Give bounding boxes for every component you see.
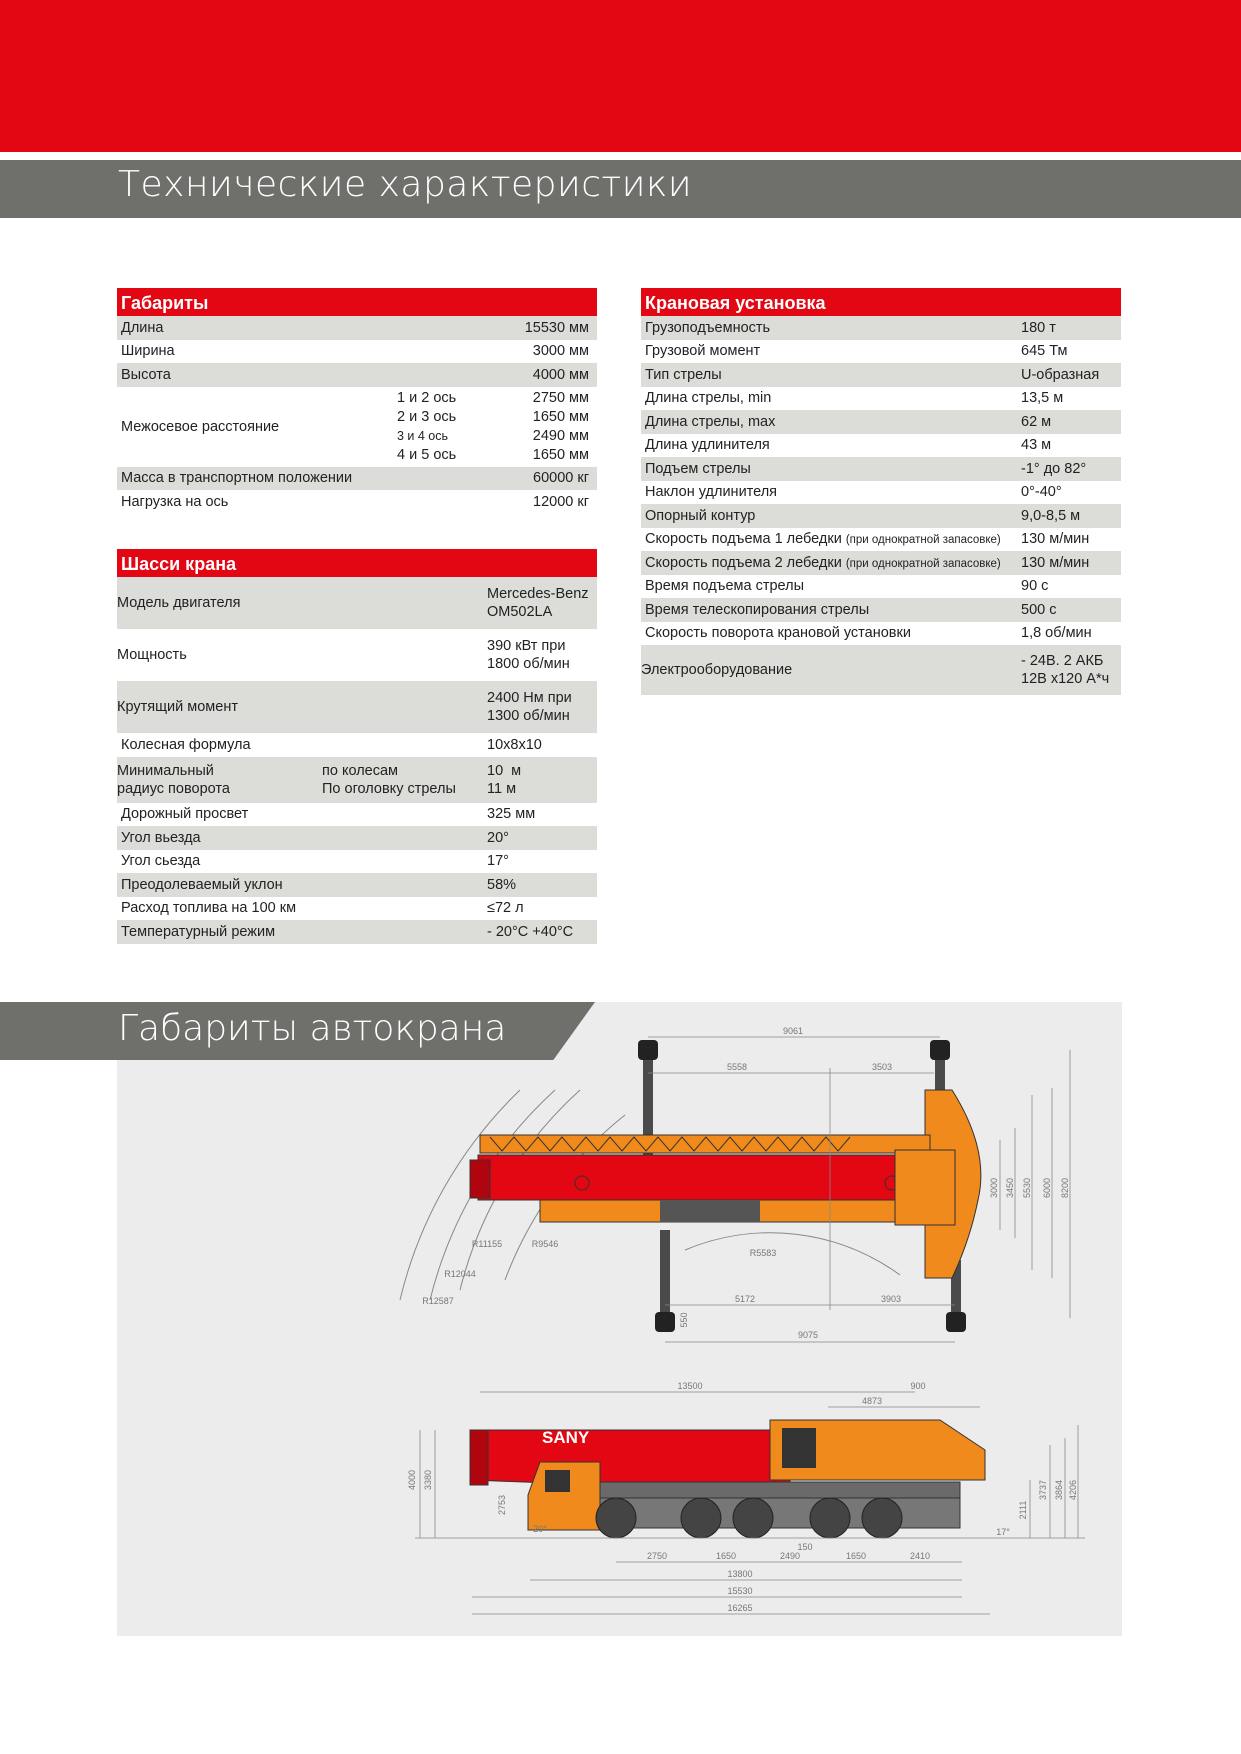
- row-label-text: Наклон удлинителя: [645, 484, 778, 501]
- row-value: 58%: [487, 876, 517, 893]
- carrier-cab-window: [545, 1470, 570, 1492]
- value-line: 2400 Нм при: [487, 690, 572, 706]
- dim-label: 6000: [1042, 1177, 1052, 1199]
- dim-label: 3903: [880, 1294, 902, 1304]
- dim-label: 13800: [727, 1569, 753, 1579]
- row-label: Температурный режим: [121, 923, 276, 940]
- row-label: Масса в транспортном положении: [121, 470, 353, 487]
- outrigger-pad: [655, 1312, 675, 1332]
- row-value: - 20°C +40°C: [487, 923, 574, 940]
- wheel: [681, 1498, 721, 1538]
- row-value: 500 с: [1021, 601, 1057, 618]
- outrigger-pad: [946, 1312, 966, 1332]
- row-value: 43 м: [1021, 437, 1052, 454]
- row-label-text: Подъем стрелы: [645, 460, 751, 477]
- row-value: 13,5 м: [1021, 390, 1064, 407]
- dim-label: 150: [797, 1542, 813, 1552]
- row-label-text: Время подъема стрелы: [645, 578, 804, 595]
- row-value: 15530 мм: [524, 319, 589, 336]
- dim-label: 5530: [1022, 1177, 1032, 1199]
- label-line: Минимальный: [117, 762, 214, 779]
- row-value: 130 м/мин: [1021, 554, 1090, 571]
- row-value: 180 т: [1021, 319, 1056, 336]
- row-label: Нагрузка на ось: [121, 493, 229, 510]
- outrigger: [660, 1230, 670, 1325]
- dim-label: R9546: [531, 1239, 559, 1249]
- row-label-text: Скорость подъема 1 лебедки: [645, 531, 842, 548]
- boom: [478, 1155, 898, 1200]
- dim-label: 2490: [779, 1551, 801, 1561]
- row-label-text: Грузовой момент: [645, 343, 761, 360]
- value-line: OM502LA: [487, 604, 553, 620]
- dim-label: 550: [679, 1312, 689, 1328]
- top-view: [400, 1026, 1070, 1342]
- row-label-text: Длина стрелы, max: [645, 413, 776, 430]
- row-value: 325 мм: [487, 806, 536, 823]
- dim-label: 1650: [715, 1551, 737, 1561]
- row-label: Электрооборудование: [641, 662, 793, 678]
- angle-label: 17°: [996, 1527, 1010, 1537]
- value-line: 11 м: [487, 780, 517, 797]
- dim-label: 2111: [1018, 1500, 1028, 1520]
- chassis: [545, 1482, 960, 1498]
- dimensions-table-title: Габариты: [117, 288, 597, 316]
- dim-label: 2750: [646, 1551, 668, 1561]
- axle-name: 4 и 5 ось: [397, 446, 457, 463]
- row-label: Угол вьезда: [121, 829, 201, 846]
- dim-label: 3450: [1005, 1177, 1015, 1199]
- row-value: 62 м: [1021, 413, 1052, 430]
- row-value: 17°: [487, 853, 509, 870]
- row-note: (при однократной запасовке): [845, 557, 1001, 570]
- dim-label: 5558: [726, 1062, 748, 1072]
- dim-label: 2753: [497, 1494, 507, 1516]
- row-label-text: Скорость поворота крановой установки: [645, 625, 911, 642]
- value-line: 10 м: [487, 762, 522, 779]
- boom-side: [472, 1430, 790, 1485]
- section2-title: Габариты автокрана: [118, 1008, 507, 1049]
- value-line: 1300 об/мин: [487, 708, 570, 724]
- axle-value: 1650 мм: [532, 446, 589, 463]
- value-line: 12В х120 А*ч: [1021, 671, 1110, 687]
- dim-label: R5583: [749, 1248, 777, 1258]
- outrigger-pad: [930, 1040, 950, 1060]
- row-label: Ширина: [121, 343, 175, 360]
- axle-value: 2750 мм: [532, 389, 589, 406]
- dim-label: 8200: [1060, 1177, 1070, 1199]
- row-label-text: Опорный контур: [645, 507, 756, 524]
- boom-head-side: [470, 1430, 488, 1485]
- row-label: Мощность: [117, 647, 187, 663]
- dim-label: 3000: [989, 1177, 999, 1199]
- row-value: 1,8 об/мин: [1021, 625, 1092, 642]
- axle-name: 2 и 3 ось: [397, 408, 457, 425]
- chassis-body: [600, 1498, 960, 1528]
- row-label-text: Длина стрелы, min: [645, 390, 772, 407]
- axle-value: 1650 мм: [532, 408, 589, 425]
- row-label: Угол сьезда: [121, 853, 201, 870]
- wheel: [733, 1498, 773, 1538]
- dim-label: 3503: [871, 1062, 893, 1072]
- row-label: Высота: [121, 366, 171, 383]
- dim-label: 9061: [782, 1026, 804, 1036]
- row-value: 60000 кг: [533, 470, 589, 487]
- row-value: 9,0-8,5 м: [1021, 507, 1081, 524]
- row-label-text: Время телескопирования стрелы: [645, 601, 870, 618]
- dim-label: 13500: [677, 1381, 703, 1391]
- axle-name: 3 и 4 ось: [397, 428, 449, 443]
- side-view: [407, 1381, 1085, 1614]
- axle-value: 2490 мм: [532, 427, 589, 444]
- dim-label: 4873: [861, 1396, 883, 1406]
- dim-label: 16265: [727, 1603, 753, 1613]
- wheel: [862, 1498, 902, 1538]
- value-line: 390 кВт при: [487, 638, 566, 654]
- dim-label: 4000: [407, 1469, 417, 1491]
- angle-label: 20°: [533, 1524, 547, 1534]
- outrigger-pad: [638, 1040, 658, 1060]
- dim-label: 5172: [734, 1294, 756, 1304]
- row-value: ≤72 л: [487, 900, 524, 917]
- row-value: 4000 мм: [532, 366, 589, 383]
- boom-head: [470, 1160, 490, 1198]
- row-label-text: Грузоподъемность: [645, 319, 771, 336]
- axle-name: 1 и 2 ось: [397, 389, 457, 406]
- value-line: - 24В. 2 АКБ: [1021, 653, 1104, 669]
- row-note: (при однократной запасовке): [845, 534, 1001, 547]
- row-value: 90 с: [1021, 578, 1049, 595]
- sub-line: По оголовку стрелы: [322, 780, 456, 797]
- dim-label: R12044: [444, 1269, 476, 1279]
- row-label: Дорожный просвет: [121, 806, 249, 823]
- row-label: Расход топлива на 100 км: [121, 900, 297, 917]
- row-label: Модель двигателя: [117, 595, 241, 611]
- crane-table-title: Крановая установка: [641, 288, 1121, 316]
- dim-label: R12587: [422, 1296, 454, 1306]
- dim-label: 1650: [845, 1551, 867, 1561]
- dim-label: 15530: [727, 1586, 753, 1596]
- value-line: Mercedes-Benz: [487, 586, 589, 602]
- dim-label: 2410: [909, 1551, 931, 1561]
- axle-label: Межосевое расстояние: [121, 418, 280, 435]
- dim-label: 3380: [423, 1469, 433, 1491]
- row-label-text: Скорость подъема 2 лебедки: [645, 554, 842, 571]
- row-label-text: Тип стрелы: [645, 366, 722, 383]
- row-label-text: Длина удлинителя: [645, 437, 770, 454]
- dim-label: 3864: [1054, 1479, 1064, 1501]
- row-value: 3000 мм: [532, 343, 589, 360]
- row-value: 0°-40°: [1021, 484, 1062, 501]
- row-label: Длина: [121, 319, 164, 336]
- row-label: Колесная формула: [121, 736, 251, 753]
- wheel: [810, 1498, 850, 1538]
- label-line: радиус поворота: [117, 780, 230, 797]
- page-title: Технические характеристики: [118, 164, 693, 205]
- row-value: U-образная: [1021, 366, 1100, 383]
- wheel: [596, 1498, 636, 1538]
- dim-label: 900: [910, 1381, 926, 1391]
- dim-label: 3737: [1038, 1479, 1048, 1501]
- row-label: Крутящий момент: [117, 699, 238, 715]
- dim-label: 4206: [1068, 1479, 1078, 1501]
- row-value: -1° до 82°: [1021, 460, 1087, 477]
- dim-label: 9075: [797, 1330, 819, 1340]
- row-value: 20°: [487, 829, 509, 846]
- slew-arc: [685, 1233, 900, 1275]
- crane-cab-window: [782, 1428, 816, 1468]
- chassis-table-title: Шасси крана: [117, 549, 597, 577]
- row-label: Преодолеваемый уклон: [121, 876, 283, 893]
- row-value: 130 м/мин: [1021, 531, 1090, 548]
- sub-line: по колесам: [322, 762, 399, 779]
- value-line: 1800 об/мин: [487, 656, 570, 672]
- superstructure: [895, 1150, 955, 1225]
- carrier-deck-dark: [660, 1200, 760, 1222]
- row-value: 645 Тм: [1021, 343, 1068, 360]
- dim-label: R11155: [471, 1239, 503, 1249]
- row-value: 12000 кг: [533, 493, 589, 510]
- row-value: 10x8x10: [487, 736, 542, 753]
- brand-logo: SANY: [542, 1428, 590, 1447]
